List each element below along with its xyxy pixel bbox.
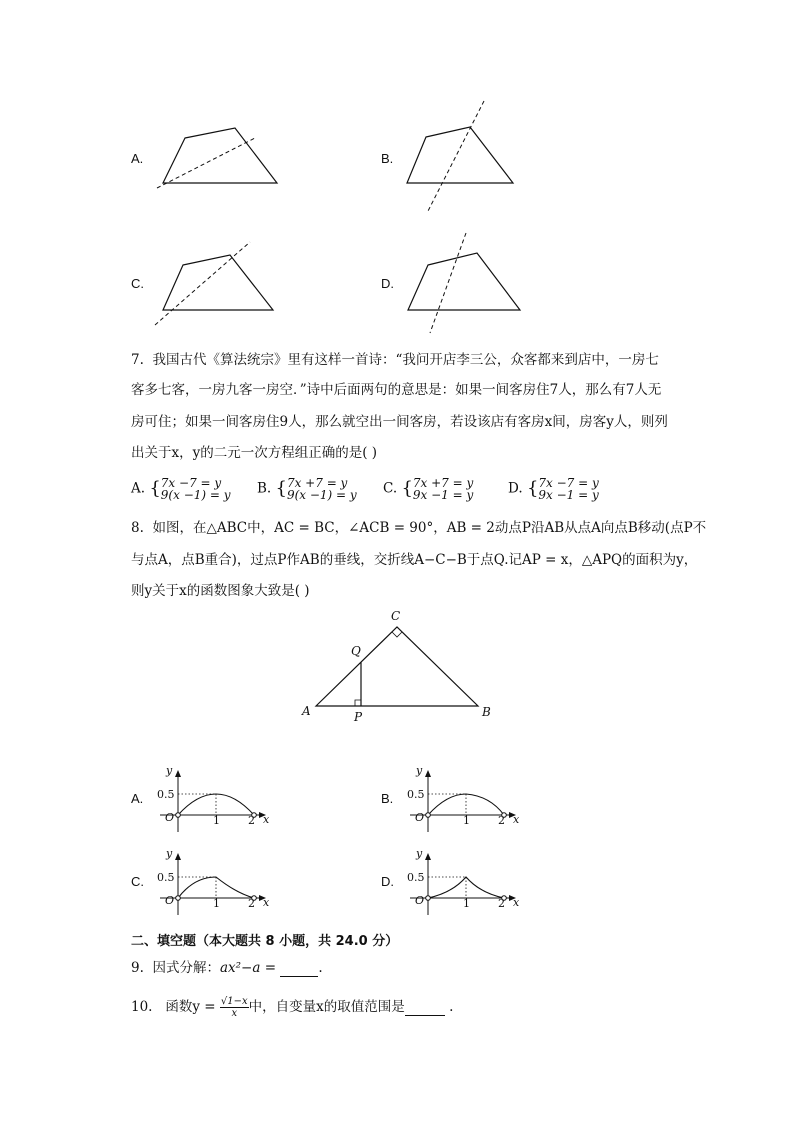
q8-option-a-label[interactable]: A.	[131, 791, 144, 806]
graph-b-y-label: y	[416, 764, 423, 777]
q7-option-a[interactable]: A. {7x −7 = y 9(x −1) = y	[131, 476, 231, 502]
q10-answer-blank[interactable]	[405, 1001, 445, 1016]
q7-option-d[interactable]: D. {7x −7 = y 9x −1 = y	[508, 476, 599, 502]
q7-option-c[interactable]: C. {7x +7 = y 9x −1 = y	[383, 476, 474, 502]
graph-c-half-label: 0.5	[157, 871, 175, 884]
graph-c-origin-label: O	[165, 894, 175, 907]
graph-d-half-label: 0.5	[407, 871, 425, 884]
q9-answer-blank[interactable]	[280, 962, 318, 977]
graph-a-half-label: 0.5	[157, 788, 175, 801]
point-a-label: A	[302, 704, 311, 718]
q8-number: 8.	[131, 520, 144, 536]
point-q-label: Q	[351, 644, 361, 658]
q7-line-4: 出关于x，y的二元一次方程组正确的是( )	[131, 445, 378, 461]
q8-line-1: 8. 如图，在△ABC中，AC = BC，∠ACB = 90°，AB = 2动点P沿AB从点A向点B移动(点P不	[131, 520, 707, 536]
q9-number: 9.	[131, 960, 144, 976]
graph-a-y-label: y	[166, 764, 173, 777]
graph-a-two-label: 2	[248, 814, 255, 827]
q10: 10. 函数y = $\frac{√1-x}{x}$ 中，自变量x的取值范围是 .	[131, 996, 454, 1019]
graph-d-origin-label: O	[415, 894, 425, 907]
graph-a-x-label: x	[263, 813, 270, 826]
q7-number: 7.	[131, 352, 144, 368]
q7-option-b[interactable]: B. {7x +7 = y 9(x −1) = y	[257, 476, 357, 502]
section-2-heading: 二、填空题（本大题共 8 小题，共 24.0 分）	[131, 934, 399, 949]
graph-d-y-label: y	[416, 847, 423, 860]
graph-d-x-label: x	[513, 896, 520, 909]
graph-a-origin-label: O	[165, 811, 175, 824]
graph-b-origin-label: O	[415, 811, 425, 824]
q7-line-1: 7. 我国古代《算法统宗》里有这样一首诗：“我问开店李三公，众客都来到店中，一房七	[131, 352, 659, 368]
q8-option-c-label[interactable]: C.	[131, 874, 144, 889]
q7-line-3: 房可住；如果一间客房住9人，那么就空出一间客房，若设该店有客房x间，房客y人，则列	[131, 414, 668, 430]
point-c-label: C	[391, 609, 401, 623]
graph-d-two-label: 2	[498, 897, 505, 910]
q8-line-2: 与点A，点B重合)，过点P作AB的垂线，交折线A−C−B于点Q.记AP = x，△APQ的面积为y，	[131, 552, 698, 568]
q8-line-3: 则y关于x的函数图象大致是( )	[131, 583, 310, 599]
q8-option-d-label[interactable]: D.	[381, 874, 394, 889]
q6-option-a-label[interactable]: A.	[131, 151, 144, 166]
q9: 9. 因式分解：ax²−a = .	[131, 960, 323, 976]
graph-a-one-label: 1	[213, 814, 220, 827]
graph-b-x-label: x	[513, 813, 520, 826]
q10-fraction: $\frac{√1-x}{x}$	[220, 996, 248, 1019]
q10-number: 10.	[131, 999, 153, 1015]
graph-d-one-label: 1	[463, 897, 470, 910]
graph-c-two-label: 2	[248, 897, 255, 910]
q6-option-c-label[interactable]: C.	[131, 276, 144, 291]
point-p-label: P	[354, 710, 363, 724]
point-b-label: B	[482, 705, 491, 719]
q8-option-b-label[interactable]: B.	[381, 791, 394, 806]
q6-option-d-label[interactable]: D.	[381, 276, 394, 291]
graph-b-half-label: 0.5	[407, 788, 425, 801]
graph-b-two-label: 2	[498, 814, 505, 827]
q7-line-2: 客多七客，一房九客一房空．”诗中后面两句的意思是：如果一间客房住7人，那么有7人无	[131, 382, 662, 398]
graph-c-y-label: y	[166, 847, 173, 860]
graph-c-x-label: x	[263, 896, 270, 909]
q6-option-b-label[interactable]: B.	[381, 151, 394, 166]
graph-c-one-label: 1	[213, 897, 220, 910]
graph-b-one-label: 1	[463, 814, 470, 827]
